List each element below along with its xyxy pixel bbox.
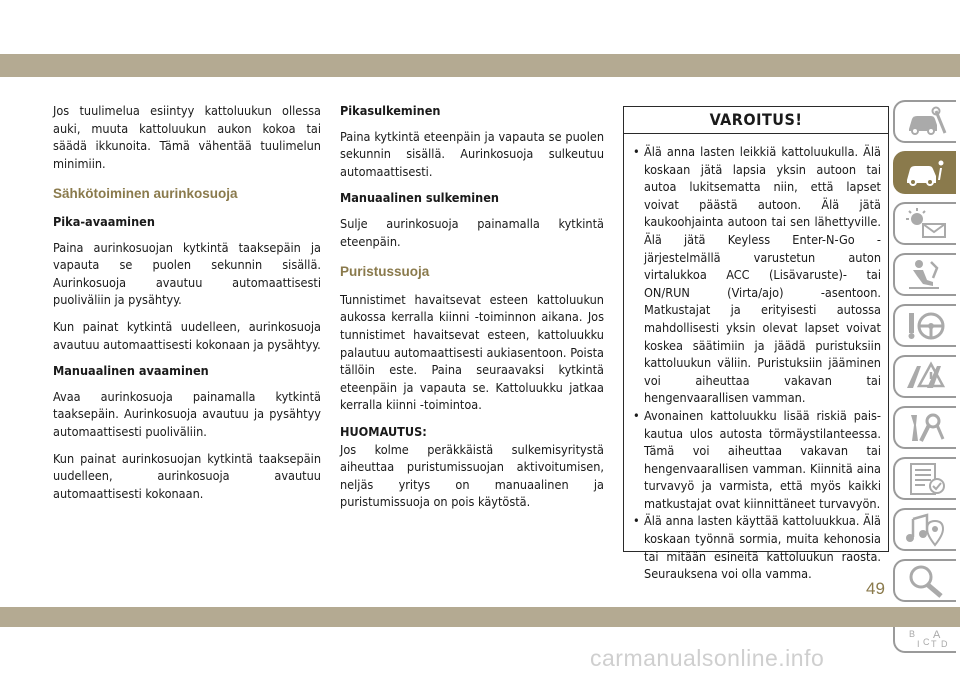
tab-starting-driving[interactable] <box>893 304 956 347</box>
tab-customer-assistance[interactable] <box>893 559 956 602</box>
page-number: 49 <box>866 579 885 598</box>
express-open-subheading: Pika-avaaminen <box>53 213 155 229</box>
index-letter: T <box>930 638 936 649</box>
warning-list <box>624 143 888 583</box>
index-letter: D <box>940 638 947 649</box>
road-warning-icon <box>903 360 949 394</box>
airbag-person-icon <box>903 258 949 292</box>
tab-emergency[interactable] <box>893 355 956 398</box>
manual-open-paragraph-2: Kun painat aurinkosuojan kytkintä taaksepäin uudelleen, aurinkosuoja avautuu automaattisesti kokonaan. <box>53 450 321 501</box>
tab-car-wrench[interactable] <box>893 100 956 143</box>
note-label: HUOMAUTUS: <box>340 423 427 439</box>
car-wrench-icon <box>903 105 949 139</box>
music-nav-icon <box>903 513 949 547</box>
bottom-decorative-band <box>0 607 960 627</box>
express-close-paragraph: Paina kytkintä eteenpäin ja vapauta se puolen sekunnin sisällä. Aurinkosuoja sulkeutuu automaattisesti. <box>340 128 604 179</box>
express-open-paragraph-2: Kun painat kytkintä uudelleen, aurinkosuoja avautuu automaattisesti kokonaan ja pysähtyy. <box>53 318 321 352</box>
warning-light-icon <box>903 207 949 241</box>
tab-servicing[interactable] <box>893 406 956 449</box>
search-icon <box>903 564 949 598</box>
express-close-subheading: Pikasulkeminen <box>340 103 441 118</box>
manual-close-paragraph: Sulje aurinkosuoja painamalla kytkintä eteenpäin. <box>340 215 604 249</box>
warning-item: • Avonainen kattoluukku lisää riskiä pais- kautua ulos autosta törmäystilanteessa. Tämä voi aiheuttaa vakavan tai hengenvaarallisen vamman. Kiinnitä aina turvavyö ja varmista, että myös kaikki matkustajat ovat kiinnittäneet turvavyön. <box>633 407 881 513</box>
warning-item: • Älä anna lasten käyttää kattoluukkua. Älä koskaan työnnä sormia, muita kehonosia tai mitään esineitä kattoluukun raosta. Seurauksena voi olla vamma. <box>633 512 881 582</box>
express-open-paragraph-1: Paina aurinkosuojan kytkintä taaksepäin ja vapauta se puolen sekunnin sisällä. Aurinkosuoja avautuu automaattisesti puoliväliin ja pysähtyy. <box>53 239 321 308</box>
tools-icon <box>903 411 949 445</box>
tab-car-info[interactable] <box>893 151 956 194</box>
index-letter: A <box>932 628 940 641</box>
pinch-protect-paragraph: Tunnistimet havaitsevat esteen kattoluukun aukossa kerralla kiinni -toiminnon aikana. Jos tunnistimet havaitsevat esteen, kattoluukku palautuu automaattisesti aukiasentoon. Poista tällöin este. Paina seuraavaksi kytkintä eteenpäin ja vapauta se. Kattoluukku jatkaa kerralla kiinni -toimintoa. <box>340 291 604 413</box>
checklist-icon <box>903 462 949 496</box>
top-decorative-band <box>0 54 960 77</box>
wind-noise-paragraph: Jos tuulimelua esiintyy kattoluukun ollessa auki, muuta kattoluukun aukon kokoa tai säädä ikkunoita. Tämä vähentää tuulimelun minimiin. <box>53 103 321 171</box>
tab-multimedia[interactable] <box>893 508 956 551</box>
tab-warning-lights[interactable] <box>893 202 956 245</box>
manual-open-subheading: Manuaalinen avaaminen <box>53 363 209 379</box>
manual-open-paragraph-1: Avaa aurinkosuoja painamalla kytkintä taaksepäin. Aurinkosuoja avautuu ja pysähtyy automaattisesti puoliväliin. <box>53 388 321 439</box>
middle-column <box>340 102 604 520</box>
index-letter: I <box>916 638 920 649</box>
chapter-tabs <box>893 100 960 661</box>
power-sunshade-heading: Sähkötoiminen aurinkosuoja <box>53 186 238 202</box>
warning-box <box>623 106 889 582</box>
watermark: carmanualsonline.info <box>590 645 825 671</box>
warning-title: VAROITUS! <box>624 107 888 134</box>
tab-specifications[interactable] <box>893 457 956 500</box>
manual-close-subheading: Manuaalinen sulkeminen <box>340 190 499 206</box>
warning-item: • Älä anna lasten leikkiä kattoluukulla. Älä koskaan jätä lapsia yksin autoon tai autoa lukitsematta niin, että lapset voivat päästä autoon. Älä jätä kaukoohjainta autoon tai sen lähettyville. Älä jätä Keyless Enter-N-Go -järjestelmällä varustetun auton virtalukkoa ACC (Lisävaruste)- tai ON/RUN (Virta/ajo) -asentoon. Matkustajat ja erityisesti autossa mahdollisesti yksin olevat lapset voivat koskea säätimiin ja jäädä puristuksiin kattoluukun väliin. Puristuksiin jääminen voi aiheuttaa vakavan tai hengenvaarallisen vamman. <box>633 143 881 407</box>
index-letter: B <box>908 628 915 639</box>
note-paragraph: Jos kolme peräkkäistä sulkemisyritystä aiheuttaa puristumissuojan aktivoitumisen, neljäs yritys on manuaalinen ja puristumissuoja on pois käytöstä. <box>340 441 604 510</box>
steering-wheel-icon <box>903 309 949 343</box>
car-info-icon <box>903 156 949 190</box>
index-letter: C <box>922 636 929 647</box>
tab-safety[interactable] <box>893 253 956 296</box>
left-column <box>53 102 321 511</box>
pinch-protect-heading: Puristussuoja <box>340 264 430 280</box>
